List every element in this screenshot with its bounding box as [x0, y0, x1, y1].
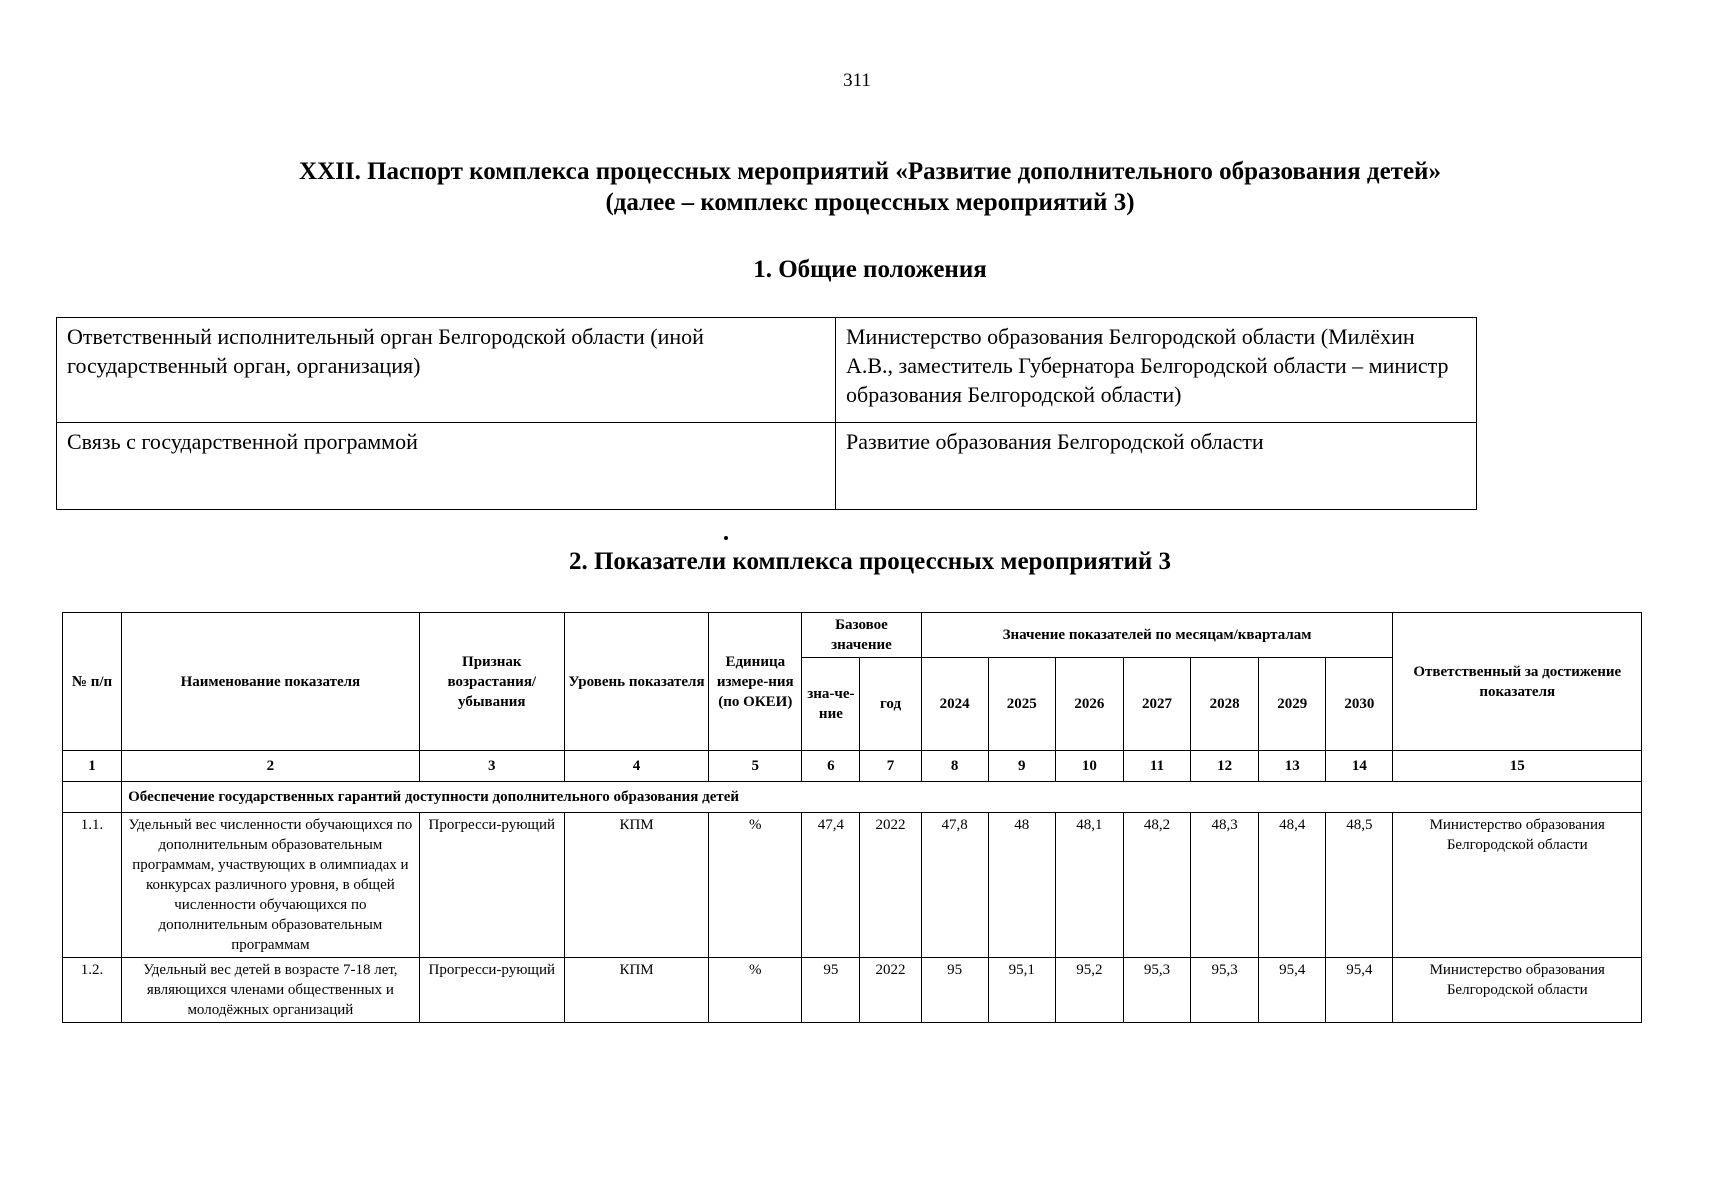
section-1-heading: 1. Общие положения [753, 256, 987, 283]
general-value: Министерство образования Белгородской области (Милёхин А.В., заместитель Губернатора Белгородской области – министр образования Белгородской области) [836, 318, 1477, 423]
row-value: 47,8 [921, 813, 988, 958]
stray-dot [724, 536, 728, 540]
row-base-value: 47,4 [802, 813, 860, 958]
row-unit: % [709, 958, 802, 1023]
row-value: 95,3 [1191, 958, 1259, 1023]
header-num: № п/п [63, 613, 122, 751]
row-responsible: Министерство образования Белгородской области [1393, 958, 1642, 1023]
group-row [63, 782, 1642, 813]
header-year: 2026 [1055, 658, 1123, 751]
row-value: 48,4 [1259, 813, 1326, 958]
row-value: 95,4 [1259, 958, 1326, 1023]
row-value: 48,3 [1191, 813, 1259, 958]
header-row [63, 613, 1642, 658]
header-base: Базовое значение [802, 613, 921, 658]
group-title: Обеспечение государственных гарантий доступности дополнительного образования детей [122, 782, 1642, 813]
document-title [0, 156, 1714, 218]
row-value: 95,4 [1326, 958, 1393, 1023]
general-value: Развитие образования Белгородской области [836, 423, 1477, 510]
header-year: 2025 [988, 658, 1055, 751]
row-value: 48,1 [1055, 813, 1123, 958]
column-number: 6 [802, 751, 860, 782]
column-number: 2 [122, 751, 420, 782]
row-trend: Прогресси-рующий [419, 958, 564, 1023]
general-label: Ответственный исполнительный орган Белгородской области (иной государственный орган, организация) [57, 318, 836, 423]
header-year: 2024 [921, 658, 988, 751]
title-line-2: (далее – комплекс процессных мероприятий 3) [605, 189, 1135, 216]
column-number: 15 [1393, 751, 1642, 782]
row-base-year: 2022 [860, 813, 921, 958]
table-row [63, 958, 1642, 1023]
column-number: 3 [419, 751, 564, 782]
header-year: 2028 [1191, 658, 1259, 751]
page-number: 311 [843, 70, 871, 91]
row-num: 1.2. [63, 958, 122, 1023]
row-value: 95,2 [1055, 958, 1123, 1023]
general-label: Связь с государственной программой [57, 423, 836, 510]
column-number: 10 [1055, 751, 1123, 782]
title-line-1: XXII. Паспорт комплекса процессных мероприятий «Развитие дополнительного образования детей» [299, 158, 1441, 185]
header-level: Уровень показателя [564, 613, 708, 751]
general-row [57, 423, 1477, 510]
column-number: 8 [921, 751, 988, 782]
indicators-table [62, 612, 1642, 1023]
header-trend: Признак возрастания/ убывания [419, 613, 564, 751]
header-year: 2029 [1259, 658, 1326, 751]
row-level: КПМ [564, 958, 708, 1023]
row-value: 95,3 [1123, 958, 1190, 1023]
row-trend: Прогресси-рующий [419, 813, 564, 958]
column-number: 1 [63, 751, 122, 782]
row-base-value: 95 [802, 958, 860, 1023]
column-number: 7 [860, 751, 921, 782]
header-base-year: год [860, 658, 921, 751]
row-unit: % [709, 813, 802, 958]
column-number: 13 [1259, 751, 1326, 782]
general-row [57, 318, 1477, 423]
table-row [63, 813, 1642, 958]
header-name: Наименование показателя [122, 613, 420, 751]
header-responsible: Ответственный за достижение показателя [1393, 613, 1642, 751]
column-number: 11 [1123, 751, 1190, 782]
row-value: 48,2 [1123, 813, 1190, 958]
section-2-heading: 2. Показатели комплекса процессных мероприятий 3 [568, 548, 1172, 575]
header-year: 2027 [1123, 658, 1190, 751]
row-num: 1.1. [63, 813, 122, 958]
header-periods: Значение показателей по месяцам/кварталам [921, 613, 1393, 658]
row-value: 95,1 [988, 958, 1055, 1023]
column-number: 12 [1191, 751, 1259, 782]
row-name: Удельный вес детей в возрасте 7-18 лет, являющихся членами общественных и молодёжных организаций [122, 958, 420, 1023]
row-value: 95 [921, 958, 988, 1023]
row-level: КПМ [564, 813, 708, 958]
column-number: 14 [1326, 751, 1393, 782]
column-number: 4 [564, 751, 708, 782]
header-unit: Единица измере-ния (по ОКЕИ) [709, 613, 802, 751]
row-name: Удельный вес численности обучающихся по дополнительным образовательным программам, участвующих в олимпиадах и конкурсах различного уровня, в общей численности обучающихся по дополнительным образовательным программам [122, 813, 420, 958]
header-year: 2030 [1326, 658, 1393, 751]
general-provisions-table [56, 317, 1477, 510]
row-base-year: 2022 [860, 958, 921, 1023]
header-base-value: зна-че-ние [802, 658, 860, 751]
column-number: 9 [988, 751, 1055, 782]
row-value: 48 [988, 813, 1055, 958]
row-value: 48,5 [1326, 813, 1393, 958]
row-responsible: Министерство образования Белгородской области [1393, 813, 1642, 958]
column-number: 5 [709, 751, 802, 782]
column-numbers-row [63, 751, 1642, 782]
